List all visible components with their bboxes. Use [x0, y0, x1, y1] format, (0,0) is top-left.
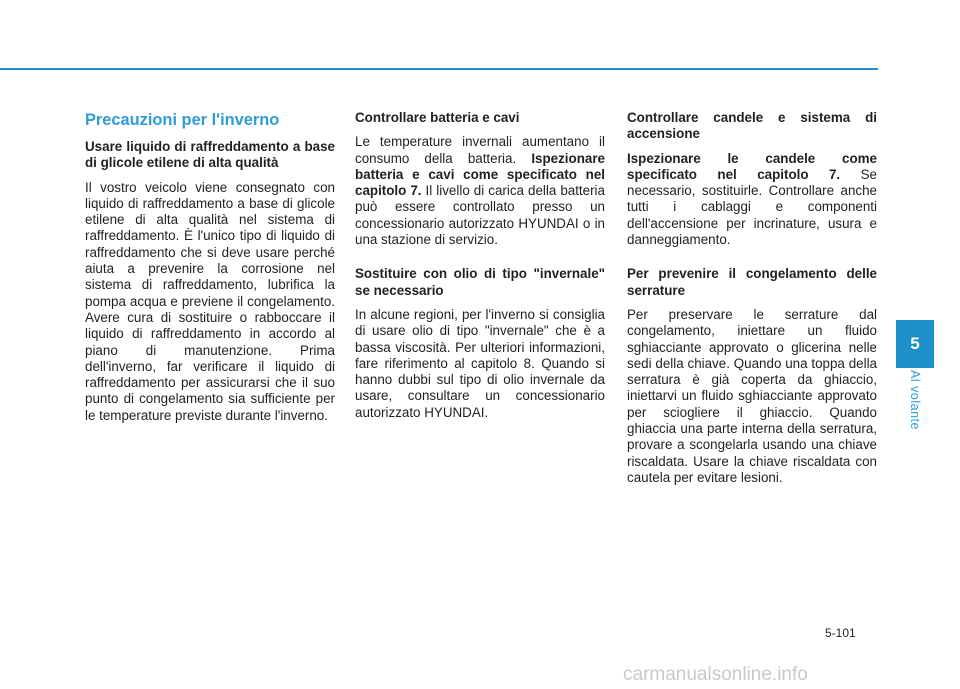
paragraph-locks: Per preservare le serrature dal congelamento, iniettare un fluido sghiacciante approvato o glicerina nelle sedi della chiave. Quando una toppa della serratura è già coperta da ghiaccio, iniettarvi un fluido sghiacciante approvato per sciogliere il ghiaccio. Quando ghiaccia una parte interna della serratura, provare a scongelarla usando una chiave riscaldata. Usare la chiave riscaldata con cautela per evitare lesioni.: [627, 306, 877, 485]
battery-text-bold: Ispezionare batteria e cavi come specificato nel capitolo 7.: [355, 150, 605, 199]
subheading-spark-plugs: Controllare candele e sistema di accensione: [627, 110, 877, 142]
chapter-label: Al volante: [908, 370, 922, 430]
subheading-winter-oil: Sostituire con olio di tipo "invernale" se necessario: [355, 266, 605, 298]
spark-text-bold: Ispezionare le candele come specificato nel capitolo 7.: [627, 150, 877, 182]
watermark: carmanualsonline.info: [623, 664, 808, 685]
paragraph-spark-plugs: [627, 151, 877, 249]
section-title: Precauzioni per l'inverno: [85, 111, 280, 129]
paragraph-winter-oil: In alcune regioni, per l'inverno si consiglia di usare olio di tipo "invernale" che è a bassa viscosità. Per ulteriori informazioni, fare riferimento al capitolo 8. Quando si hanno dubbi sul tipo di olio invernale da usare, consultare un concessionario autorizzato HYUNDAI.: [355, 306, 605, 420]
top-rule: [0, 68, 878, 70]
column-3: [627, 110, 877, 494]
paragraph-coolant: Il vostro veicolo viene consegnato con liquido di raffreddamento a base di glicole etilene di alta qualità nel sistema di raffreddamento. È l'unico tipo di liquido di raffreddamento che si deve usare perché aiuta a prevenire la corrosione nel sistema di raffreddamento, lubrifica la pompa acqua e previene il congelamento. Avere cura di sostituire o rabboccare il liquido di raffreddamento in accordo al piano di manutenzione. Prima dell'inverno, far verificare il liquido di raffreddamento per assicurarsi che il suo punto di congelamento sia sufficiente per le temperature previste durante l'inverno.: [85, 179, 335, 423]
battery-text-intro: Le temperature invernali aumentano il consumo della batteria.: [355, 134, 605, 166]
page-number: 5-101: [825, 626, 856, 640]
subheading-battery: Controllare batteria e cavi: [355, 110, 520, 125]
battery-text-rest: Il livello di carica della batteria può essere controllato presso un concessionario autorizzato HYUNDAI o in una stazione di servizio.: [355, 183, 605, 248]
column-1: [85, 110, 335, 432]
chapter-tab: 5: [896, 320, 934, 368]
spark-text-rest: Se necessario, sostituirle. Controllare anche tutti i cablaggi e componenti dell'accensione per incrinature, usura e danneggiamento.: [627, 166, 877, 248]
subheading-coolant: Usare liquido di raffreddamento a base di glicole etilene di alta qualità: [85, 139, 335, 171]
paragraph-battery: [355, 134, 605, 248]
subheading-locks: Per prevenire il congelamento delle serrature: [627, 266, 877, 298]
column-2: [355, 110, 605, 429]
